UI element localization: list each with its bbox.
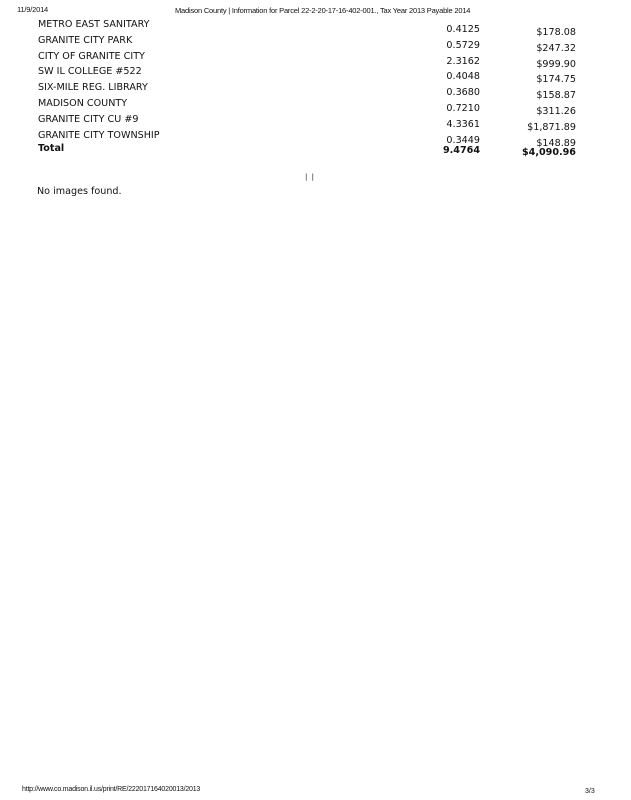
page-count: 3/3 bbox=[585, 788, 595, 795]
district-amount: $178.08 bbox=[536, 27, 576, 38]
district-name: METRO EAST SANITARY bbox=[38, 19, 150, 30]
total-label: Total bbox=[38, 143, 65, 155]
district-amount: $174.75 bbox=[536, 74, 576, 86]
district-name: MADISON COUNTY bbox=[38, 97, 128, 109]
total-rate: 9.4764 bbox=[442, 145, 480, 157]
district-name: GRANITE CITY CU #9 bbox=[38, 113, 139, 125]
no-images-message: No images found. bbox=[37, 186, 122, 197]
print-page-title: Madison County | Information for Parcel 22-2-20-17-16-402-001., Tax Year 2013 Payable 2014 bbox=[175, 6, 471, 15]
page-break-marker: | | bbox=[305, 173, 315, 181]
district-name: SIX-MILE REG. LIBRARY bbox=[38, 82, 148, 94]
district-rate: 0.5729 bbox=[446, 39, 480, 51]
district-name: GRANITE CITY TOWNSHIP bbox=[38, 129, 160, 141]
district-rate: 0.4048 bbox=[446, 71, 480, 83]
district-amount: $247.32 bbox=[536, 42, 576, 54]
print-date: 11/9/2014 bbox=[17, 5, 49, 14]
district-rate: 4.3361 bbox=[446, 118, 480, 130]
district-amount: $1,871.89 bbox=[527, 121, 576, 133]
total-amount: $4,090.96 bbox=[521, 147, 576, 159]
district-amount: $999.90 bbox=[536, 58, 576, 70]
district-rate: 2.3162 bbox=[446, 55, 480, 67]
district-rate: 0.7210 bbox=[446, 102, 480, 114]
table-row bbox=[38, 49, 583, 70]
table-row bbox=[38, 17, 583, 38]
table-row bbox=[38, 80, 583, 102]
district-rate: 0.3680 bbox=[446, 87, 480, 99]
print-url: http://www.co.madison.il.us/print/RE/222017164020013/2013 bbox=[22, 786, 201, 793]
district-name: SW IL COLLEGE #522 bbox=[38, 66, 142, 78]
table-row bbox=[38, 33, 583, 54]
district-name: CITY OF GRANITE CITY bbox=[38, 50, 145, 62]
district-amount: $311.26 bbox=[536, 105, 576, 117]
table-row bbox=[38, 96, 583, 117]
district-rate: 0.4125 bbox=[446, 24, 480, 35]
table-row bbox=[38, 64, 583, 86]
tax-district-table bbox=[38, 17, 583, 159]
district-name: GRANITE CITY PARK bbox=[38, 34, 133, 46]
district-rate: 0.3449 bbox=[446, 134, 480, 146]
total-row bbox=[38, 143, 583, 159]
table-row bbox=[38, 112, 583, 133]
district-amount: $148.89 bbox=[536, 137, 576, 149]
district-amount: $158.87 bbox=[536, 90, 576, 102]
